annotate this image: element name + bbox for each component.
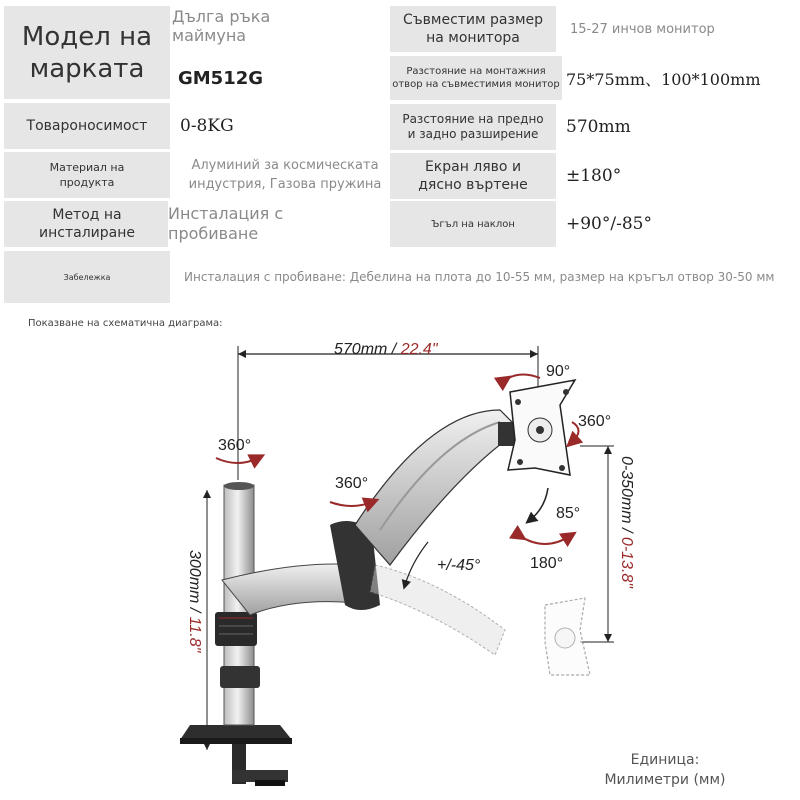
- svg-text:85°: 85°: [556, 505, 581, 522]
- install-method-label: Метод на инсталиране: [4, 201, 170, 247]
- desk-clamp: [180, 725, 292, 786]
- svg-text:360°: 360°: [578, 413, 612, 430]
- svg-text:180°: 180°: [530, 555, 564, 572]
- rotation-label: Екран ляво и дясно въртене: [390, 153, 556, 199]
- vertical-range-label: 0-350mm / 0-13.8": [618, 456, 635, 588]
- note-label: Забележка: [4, 251, 170, 303]
- upper-arm: [355, 410, 520, 565]
- svg-text:360°: 360°: [218, 437, 252, 454]
- pole-height-dimension: [186, 490, 211, 750]
- tilt-value: +90°/-85°: [566, 201, 766, 247]
- note-value: Инсталация с пробиване: Дебелина на плота до 10-55 мм, размер на кръгъл отвор 30-50 мм: [184, 251, 796, 303]
- upper-arm-ghost: [370, 565, 505, 655]
- extension-dim-label: 570mm / 22.4": [334, 341, 438, 358]
- compatible-size-label: Съвместим размер на монитора: [390, 6, 556, 52]
- brand-model-label: Модел на марката: [4, 6, 170, 99]
- material-label: Материал на продукта: [4, 152, 170, 198]
- vesa-plate: [508, 380, 575, 475]
- unit-value: Милиметри (мм): [604, 772, 726, 788]
- load-capacity-value: 0-8KG: [180, 103, 380, 149]
- svg-text:90°: 90°: [546, 363, 571, 380]
- load-capacity-label: Товароносимост: [4, 103, 170, 149]
- compatible-size-value: 15-27 инчов монитор: [570, 6, 796, 52]
- vertical-range-dimension: [580, 446, 635, 642]
- rotation-value: ±180°: [566, 153, 766, 199]
- plate-rotation-indicator: [572, 413, 611, 442]
- tilt-down-indicator: [530, 488, 580, 522]
- install-method-value: Инсталация с пробиване: [168, 201, 348, 247]
- tilt-label: Ъгъл на наклон: [390, 201, 556, 247]
- vesa-value: 75*75mm、100*100mm: [566, 56, 798, 100]
- svg-text:360°: 360°: [335, 475, 369, 492]
- extension-value: 570mm: [566, 104, 766, 150]
- model-value: GM512G: [178, 58, 378, 98]
- vesa-plate-ghost: [545, 598, 590, 675]
- unit-label: Единица:: [630, 752, 700, 768]
- pole-height-label: 300mm / 11.8": [186, 550, 203, 653]
- swivel-indicator: [520, 536, 570, 572]
- pole-rotation-indicator: [216, 437, 258, 463]
- vesa-label: Разстояние на монтажния отвор на съвместимия монитор: [390, 56, 562, 100]
- extension-label: Разстояние на предно и задно разширение: [390, 104, 556, 150]
- material-value: Алуминий за космическата индустрия, Газова пружина: [180, 152, 390, 198]
- svg-text:+/-45°: +/-45°: [437, 557, 481, 574]
- unit-note: [600, 750, 730, 790]
- brand-name-value: Дълга ръка маймуна: [172, 6, 387, 46]
- monitor-arm-diagram: [0, 330, 800, 800]
- diagram-caption: Показване на схематична диаграма:: [28, 318, 223, 329]
- arm-rotation-indicator: [330, 475, 372, 506]
